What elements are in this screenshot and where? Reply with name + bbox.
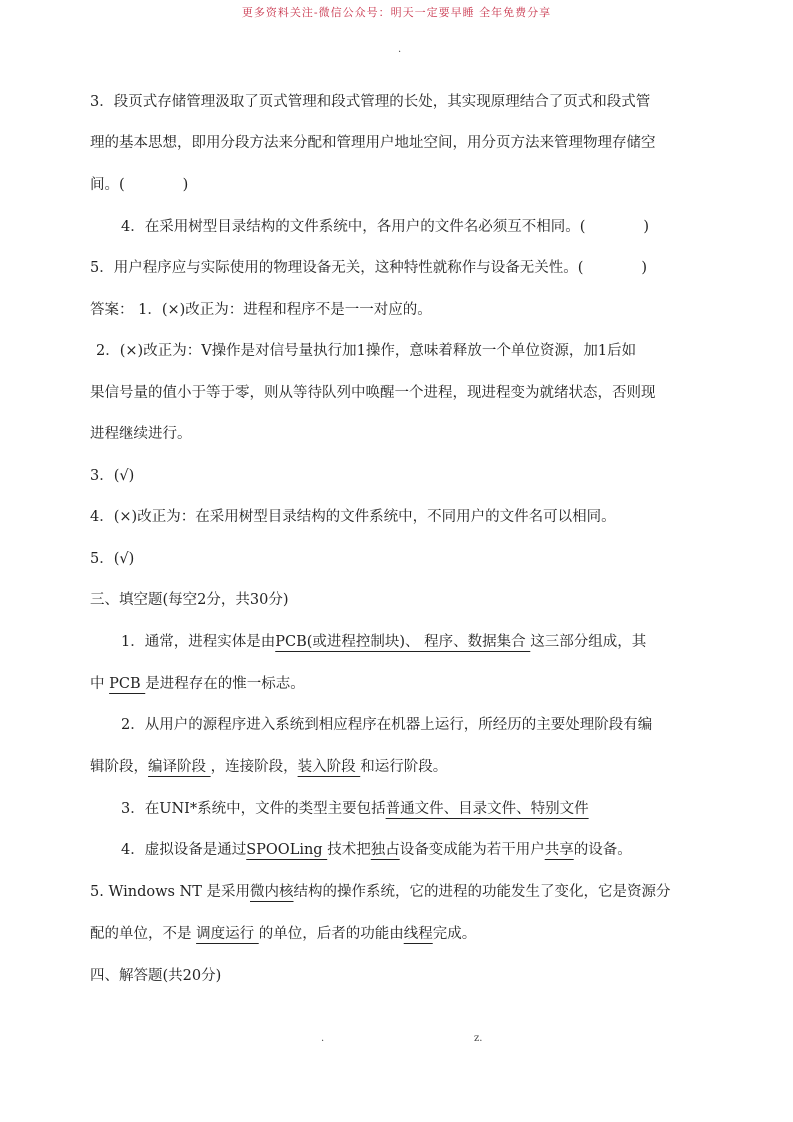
text-line	[90, 674, 305, 694]
fill-in-answer: PCB(或进程控制块)、 程序、数据集合	[275, 634, 531, 650]
text-segment: 4．(×)改正为：在采用树型目录结构的文件系统中，不同用户的文件名可以相同。	[90, 509, 616, 525]
text-line	[90, 133, 656, 153]
text-segment: 的设备。	[573, 842, 632, 858]
top-mark: .	[398, 44, 402, 55]
text-segment: 5．(√)	[90, 551, 135, 567]
text-line	[90, 92, 650, 112]
text-segment: 中	[90, 676, 110, 692]
fill-in-answer: 共享	[544, 842, 574, 858]
fill-in-answer: PCB	[109, 676, 146, 692]
fill-in-answer: 线程	[403, 926, 433, 942]
text-line	[121, 632, 646, 652]
fill-in-answer: 独占	[370, 842, 400, 858]
footer-left-mark: .	[321, 1033, 325, 1044]
text-line	[90, 175, 188, 195]
text-segment: 2．从用户的源程序进入系统到相应程序在机器上运行，所经历的主要处理阶段有编	[121, 717, 653, 733]
fill-in-answer: SPOOLing	[246, 842, 328, 858]
text-segment: 这三部分组成，其	[530, 634, 647, 650]
text-line	[96, 341, 636, 361]
text-line	[90, 507, 616, 527]
fill-in-answer: 微内核	[250, 884, 294, 900]
text-segment: 是进程存在的惟一标志。	[145, 676, 305, 692]
fill-in-answer: 装入阶段	[297, 759, 361, 775]
text-line	[90, 300, 432, 320]
text-line	[90, 383, 656, 403]
text-segment: 四、解答题(共20分)	[90, 968, 222, 984]
fill-in-answer: 调度运行	[196, 926, 259, 942]
text-segment: 结构的操作系统，它的进程的功能发生了变化，它是资源分	[293, 884, 671, 900]
text-segment: ，连接阶段，	[210, 759, 298, 775]
text-segment: 3．在UNI*系统中，文件的类型主要包括	[121, 801, 386, 817]
text-segment: 进程继续进行。	[90, 426, 192, 442]
text-segment: 4．虚拟设备是通过	[121, 842, 247, 858]
text-line	[90, 549, 134, 569]
text-segment: 技术把	[327, 842, 371, 858]
text-segment: 3．段页式存储管理汲取了页式管理和段式管理的长处，其实现原理结合了页式和段式管	[90, 94, 651, 110]
text-segment: 和运行阶段。	[360, 759, 448, 775]
text-segment: 答案： 1．(×)改正为：进程和程序不是一一对应的。	[90, 302, 432, 318]
text-segment: 2．(×)改正为：V操作是对信号量执行加1操作，意味着释放一个单位资源，加1后如	[96, 343, 637, 359]
text-line	[90, 882, 671, 902]
text-line	[121, 715, 652, 735]
text-line	[90, 966, 221, 986]
text-segment: 4．在采用树型目录结构的文件系统中，各用户的文件名必须互不相同。( )	[121, 219, 650, 235]
fill-in-answer: 普通文件、目录文件、特别文件	[385, 801, 589, 817]
text-line	[121, 840, 632, 860]
text-segment: 的单位，后者的功能由	[258, 926, 404, 942]
footer-right-mark: z.	[474, 1033, 483, 1044]
text-segment: 间。( )	[90, 177, 189, 193]
text-line	[90, 466, 134, 486]
text-line	[90, 424, 192, 444]
text-segment: 5．用户程序应与实际使用的物理设备无关，这种特性就称作与设备无关性。( )	[90, 260, 648, 276]
text-segment: 理的基本思想，即用分段方法来分配和管理用户地址空间，用分页方法来管理物理存储空	[90, 135, 656, 151]
text-line	[90, 590, 289, 610]
text-segment: 完成。	[432, 926, 477, 942]
text-line	[90, 757, 447, 777]
text-segment: 设备变成能为若干用户	[399, 842, 545, 858]
text-segment: 1．通常，进程实体是由	[121, 634, 276, 650]
text-segment: 果信号量的值小于等于零，则从等待队列中唤醒一个进程，现进程变为就绪状态，否则现	[90, 385, 656, 401]
text-segment: 三、填空题(每空2分，共30分)	[90, 592, 289, 608]
text-segment: 3．(√)	[90, 468, 135, 484]
text-line	[90, 924, 476, 944]
text-segment: 5. Windows NT 是采用	[90, 884, 251, 900]
text-line	[121, 799, 589, 819]
header-banner: 更多资料关注-微信公众号：明天一定要早睡 全年免费分享	[241, 6, 552, 19]
text-line	[90, 258, 647, 278]
text-segment: 辑阶段，	[90, 759, 148, 775]
text-segment: 配的单位，不是	[90, 926, 197, 942]
fill-in-answer: 编译阶段	[148, 759, 211, 775]
text-line	[121, 217, 649, 237]
